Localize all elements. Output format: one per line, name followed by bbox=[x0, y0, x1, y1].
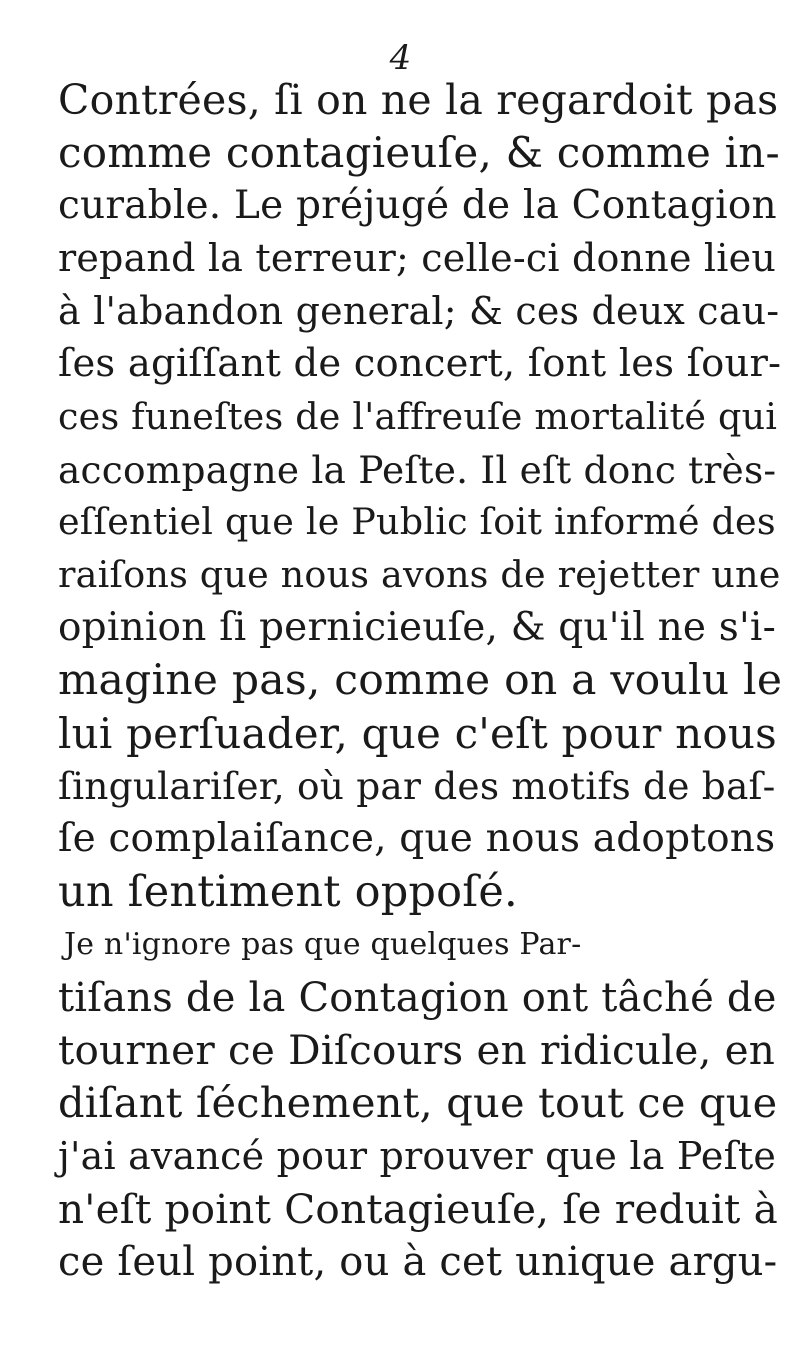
text-line: Contrées, ſi on ne la regardoit pas bbox=[58, 76, 779, 124]
text-line: j'ai avancé pour prouver que la Peſte bbox=[58, 1133, 777, 1178]
text-line: un ſentiment oppoſé. bbox=[58, 866, 518, 917]
text-line: tourner ce Diſcours en ridicule, en bbox=[58, 1026, 776, 1075]
text-line: ſes agiſſant de concert, ſont les ſour- bbox=[58, 340, 782, 386]
paragraph-start-line: Je n'ignore pas que quelques Par- bbox=[64, 926, 582, 962]
text-line: diſant ſéchement, que tout ce que bbox=[58, 1078, 778, 1128]
text-line: ces funeſtes de l'affreuſe mortalité qui bbox=[58, 394, 778, 438]
text-line: accompagne la Peſte. Il eſt donc très- bbox=[58, 447, 777, 492]
text-line: eſſentiel que le Public ſoit informé des bbox=[58, 500, 776, 544]
text-line: ce ſeul point, ou à cet unique argu- bbox=[58, 1238, 778, 1285]
text-line: à l'abandon general; & ces deux cau- bbox=[58, 289, 780, 334]
text-line: opinion ſi pernicieuſe, & qu'il ne s'i- bbox=[58, 604, 776, 650]
text-line: lui perſuader, que c'eſt pour nous bbox=[58, 708, 777, 758]
text-line: tiſans de la Contagion ont tâché de bbox=[58, 974, 777, 1021]
text-line: n'eſt point Contagieuſe, ſe reduit à bbox=[58, 1184, 778, 1233]
body-text bbox=[58, 74, 783, 1288]
text-line: magine pas, comme on a voulu le bbox=[58, 655, 783, 705]
text-line: ſingulariſer, où par des motifs de baſ- bbox=[58, 764, 776, 809]
text-line: raiſons que nous avons de rejetter une bbox=[58, 553, 781, 597]
text-line: curable. Le préjugé de la Contagion bbox=[58, 182, 777, 228]
text-line: ſe complaiſance, que nous adoptons bbox=[58, 816, 776, 862]
page-number: 4 bbox=[389, 38, 412, 78]
text-line: comme contagieuſe, & comme in- bbox=[58, 127, 780, 177]
text-line: repand la terreur; celle-ci donne lieu bbox=[58, 236, 777, 281]
